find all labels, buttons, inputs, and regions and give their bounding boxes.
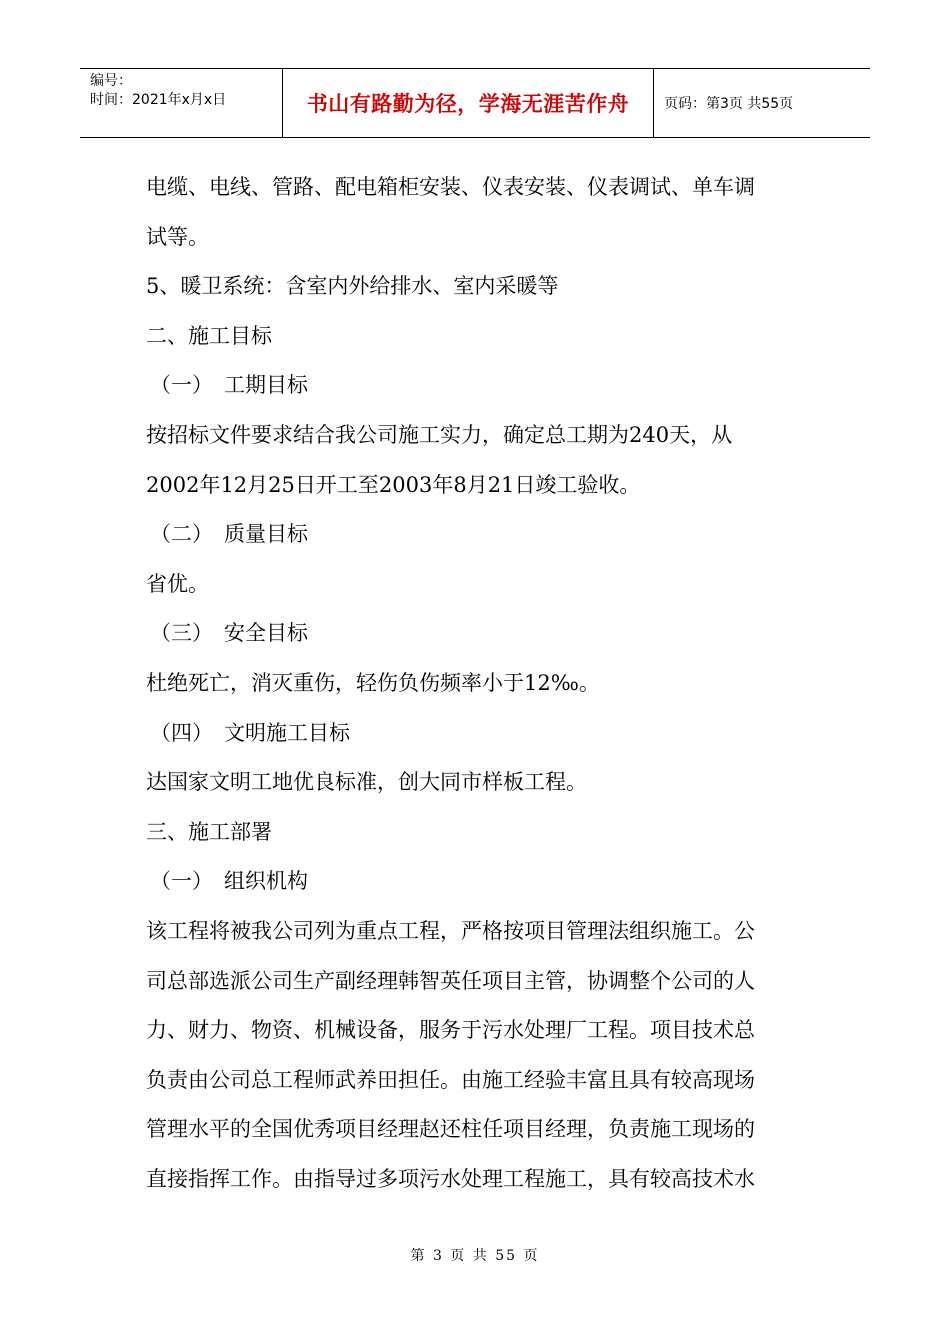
subheading-line <box>146 857 806 907</box>
header-page-info <box>654 69 880 137</box>
subheading-text: 组织机构 <box>224 869 308 894</box>
paragraph-line: 二、施工目标 <box>146 323 272 348</box>
paragraph-line: 力、财力、物资、机械设备，服务于污水处理厂工程。项目技术总 <box>146 1018 755 1043</box>
paragraph-line: 直接指挥工作。由指导过多项污水处理工程施工，具有较高技术水 <box>146 1166 755 1191</box>
paragraph-line: 2002年12月25日开工至2003年8月21日竣工验收。 <box>146 472 641 497</box>
document-number-label: 编号： <box>90 73 132 89</box>
subheading-number: （三） <box>150 621 213 646</box>
paragraph-line: 达国家文明工地优良标准，创大同市样板工程。 <box>146 770 587 795</box>
paragraph-line: 电缆、电线、管路、配电箱柜安装、仪表安装、仪表调试、单车调 <box>146 175 755 199</box>
motto-text: 书山有路勤为径，学海无涯苦作舟 <box>306 92 630 116</box>
paragraph-line: 该工程将被我公司列为重点工程，严格按项目管理法组织施工。公 <box>146 918 755 943</box>
subheading-text: 质量目标 <box>224 522 308 547</box>
subheading-line <box>146 709 806 759</box>
paragraph-line: 试等。 <box>146 224 209 249</box>
paragraph-line: 负责由公司总工程师武养田担任。由施工经验丰富且具有较高现场 <box>146 1067 755 1092</box>
paragraph-line: 管理水平的全国优秀项目经理赵还柱任项目经理，负责施工现场的 <box>146 1117 755 1142</box>
subheading-text: 工期目标 <box>224 373 308 398</box>
subheading-line <box>146 510 806 560</box>
paragraph-line: 按招标文件要求结合我公司施工实力，确定总工期为240天，从 <box>146 422 733 447</box>
subheading-text: 安全目标 <box>224 621 308 646</box>
page-info-text: 页码：第3页 共55页 <box>664 96 794 112</box>
paragraph-line: 杜绝死亡，消灭重伤，轻伤负伤频率小于12‰。 <box>146 670 600 695</box>
subheading-text: 文明施工目标 <box>224 720 350 745</box>
page-header <box>80 68 870 138</box>
header-meta <box>80 69 283 137</box>
document-body <box>146 163 806 1204</box>
subheading-number: （一） <box>150 869 213 894</box>
paragraph-line: 省优。 <box>146 571 209 596</box>
paragraph-line: 司总部选派公司生产副经理韩智英任项目主管，协调整个公司的人 <box>146 968 755 993</box>
subheading-line <box>146 609 806 659</box>
subheading-line <box>146 361 806 411</box>
subheading-number: （二） <box>150 522 213 547</box>
document-date: 时间：2021年x月x日 <box>90 92 227 108</box>
subheading-number: （四） <box>150 720 213 745</box>
header-motto-cell <box>283 69 654 137</box>
footer-page-number: 第 3 页 共 55 页 <box>410 1248 540 1264</box>
page-footer <box>0 1245 950 1265</box>
paragraph-line: 5、暖卫系统：含室内外给排水、室内采暖等 <box>146 274 559 299</box>
subheading-number: （一） <box>150 373 213 398</box>
paragraph-line: 三、施工部署 <box>146 819 272 844</box>
